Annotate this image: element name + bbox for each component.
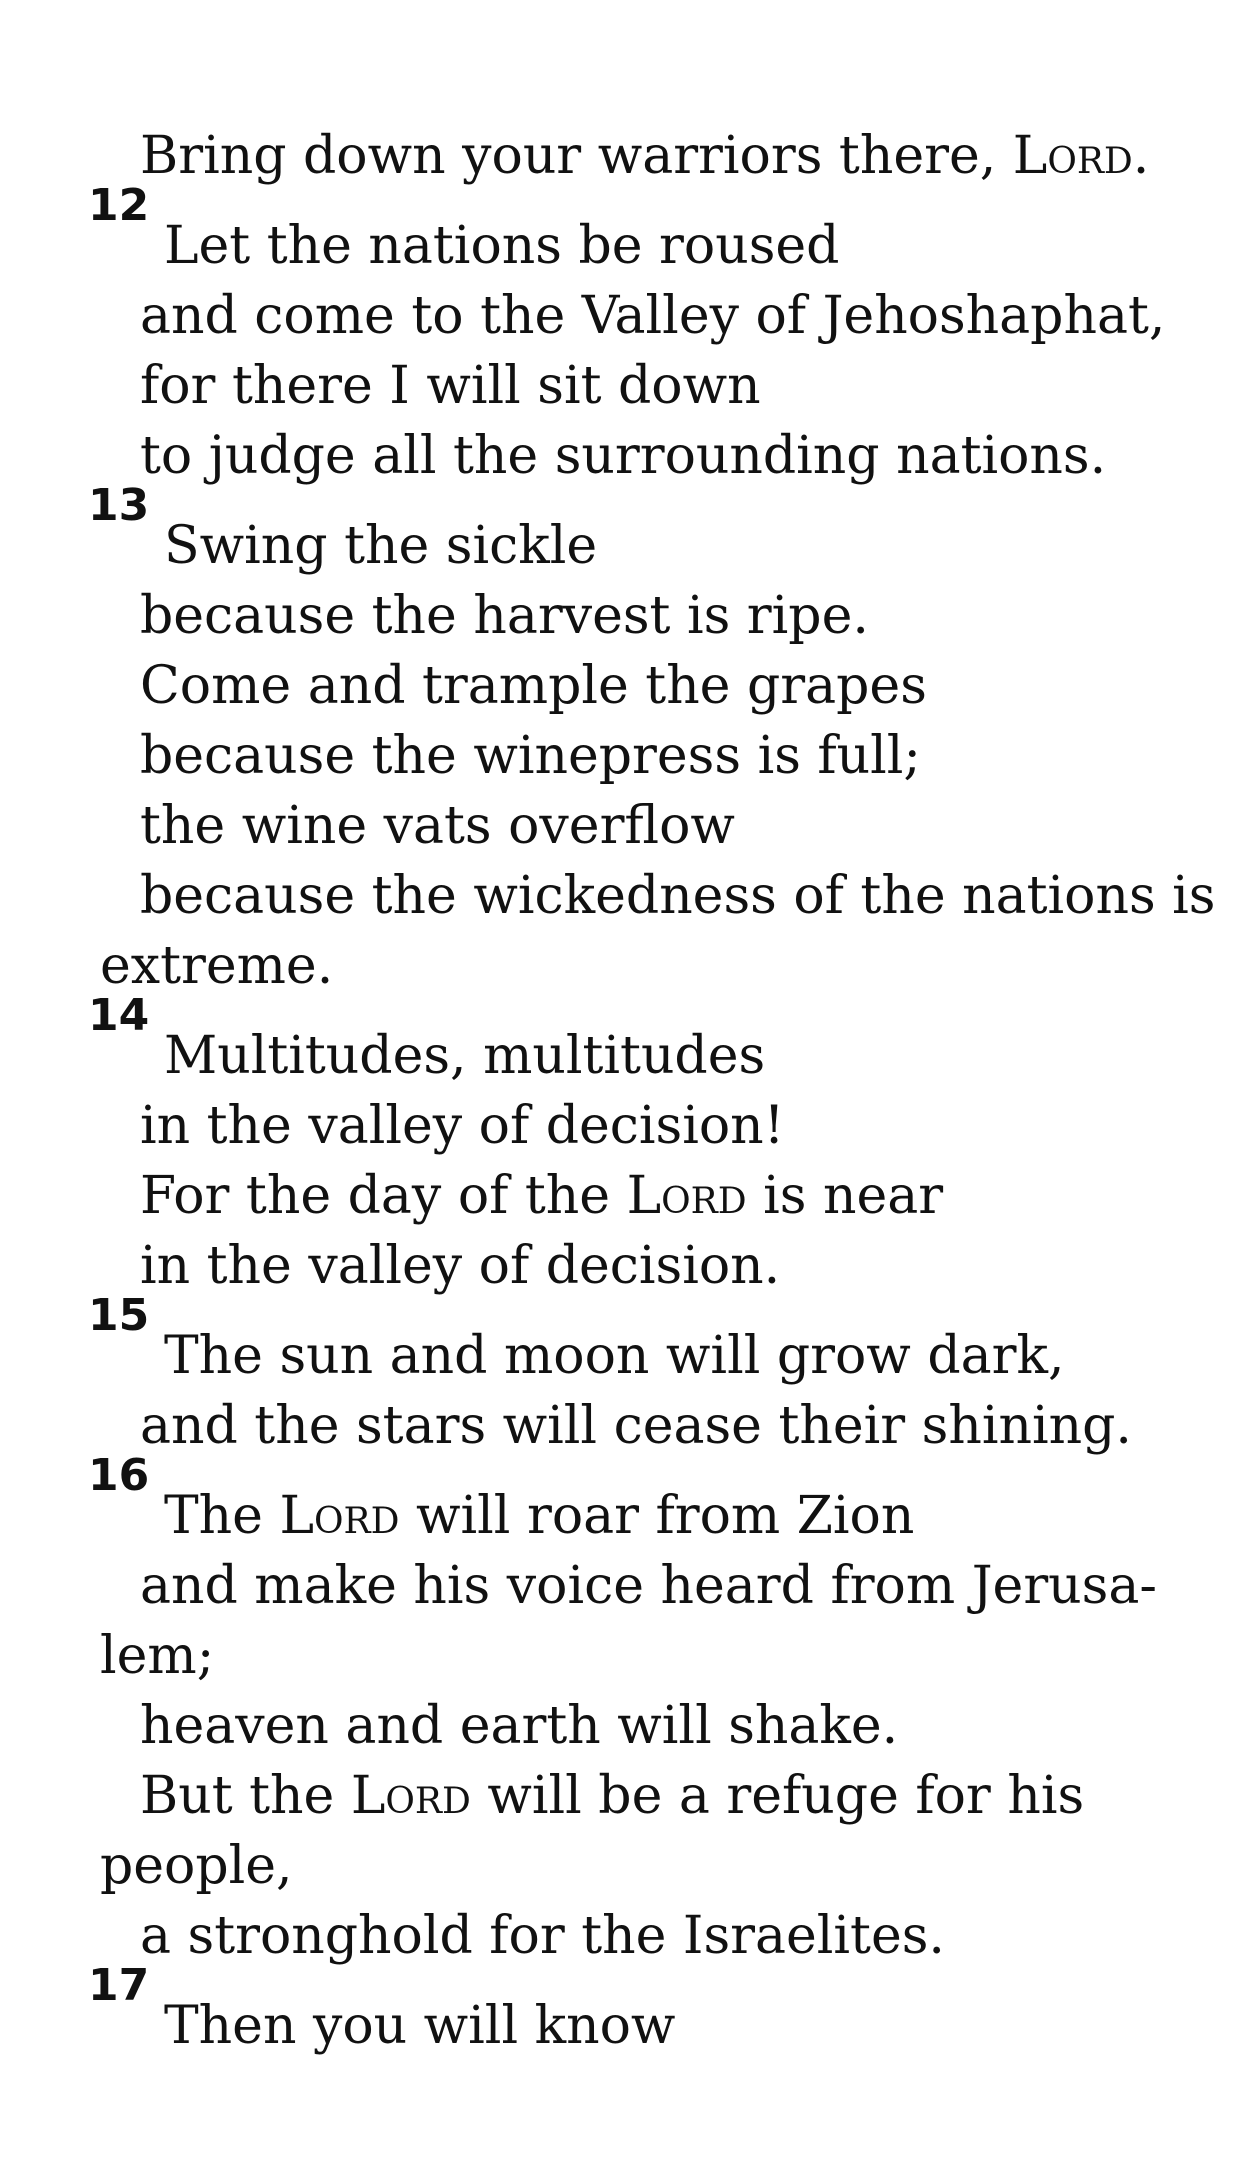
poetry-line — [140, 126, 1149, 186]
poetry-line: because the wickedness of the nations is — [140, 866, 1216, 926]
poetry-line: and come to the Valley of Jehoshaphat, — [140, 286, 1166, 346]
verse-number: 12 — [88, 180, 150, 231]
divine-name: Lord — [1012, 126, 1133, 186]
poetry-line: in the valley of decision. — [140, 1236, 781, 1296]
divine-name: Lord — [626, 1166, 747, 1226]
verse-text: Swing the sickle — [164, 516, 598, 576]
divine-name: Lord — [350, 1766, 471, 1826]
line-text: will be a refuge for his — [470, 1766, 1085, 1826]
poetry-line-wrap: lem; — [100, 1626, 215, 1686]
verse-text: Let the nations be roused — [164, 216, 840, 276]
poetry-line: Come and trample the grapes — [140, 656, 927, 716]
verse-number: 14 — [88, 990, 150, 1041]
poetry-line: and the stars will cease their shining. — [140, 1396, 1132, 1456]
verse-number: 17 — [88, 1960, 150, 2011]
verse-number: 13 — [88, 480, 150, 531]
poetry-line: a stronghold for the Israelites. — [140, 1906, 945, 1966]
verse-number: 15 — [88, 1290, 150, 1341]
poetry-line — [140, 1766, 1084, 1826]
verse-text — [164, 1486, 914, 1546]
poetry-line: heaven and earth will shake. — [140, 1696, 899, 1756]
poetry-line: in the valley of decision! — [140, 1096, 785, 1156]
poetry-line: the wine vats overflow — [140, 796, 735, 856]
line-text: For the day of the — [140, 1166, 627, 1226]
line-text: But the — [140, 1766, 351, 1826]
poetry-line: and make his voice heard from Jerusa- — [140, 1556, 1157, 1616]
divine-name: Lord — [279, 1486, 400, 1546]
line-text: is near — [746, 1166, 944, 1226]
line-text: Bring down your warriors there, — [140, 126, 1013, 186]
poetry-line-wrap: people, — [100, 1836, 293, 1896]
verse-number: 16 — [88, 1450, 150, 1501]
poetry-line: because the winepress is full; — [140, 726, 921, 786]
poetry-line-wrap: extreme. — [100, 936, 334, 996]
verse-text: The sun and moon will grow dark, — [164, 1326, 1065, 1386]
poetry-line: to judge all the surrounding nations. — [140, 426, 1107, 486]
verse-text: Then you will know — [164, 1996, 676, 2056]
verse-text: Multitudes, multitudes — [164, 1026, 766, 1086]
poetry-line: for there I will sit down — [140, 356, 761, 416]
line-text: will roar from Zion — [399, 1486, 915, 1546]
poetry-line: because the harvest is ripe. — [140, 586, 869, 646]
line-text: The — [164, 1486, 280, 1546]
line-text: . — [1132, 126, 1150, 186]
poetry-line — [140, 1166, 943, 1226]
